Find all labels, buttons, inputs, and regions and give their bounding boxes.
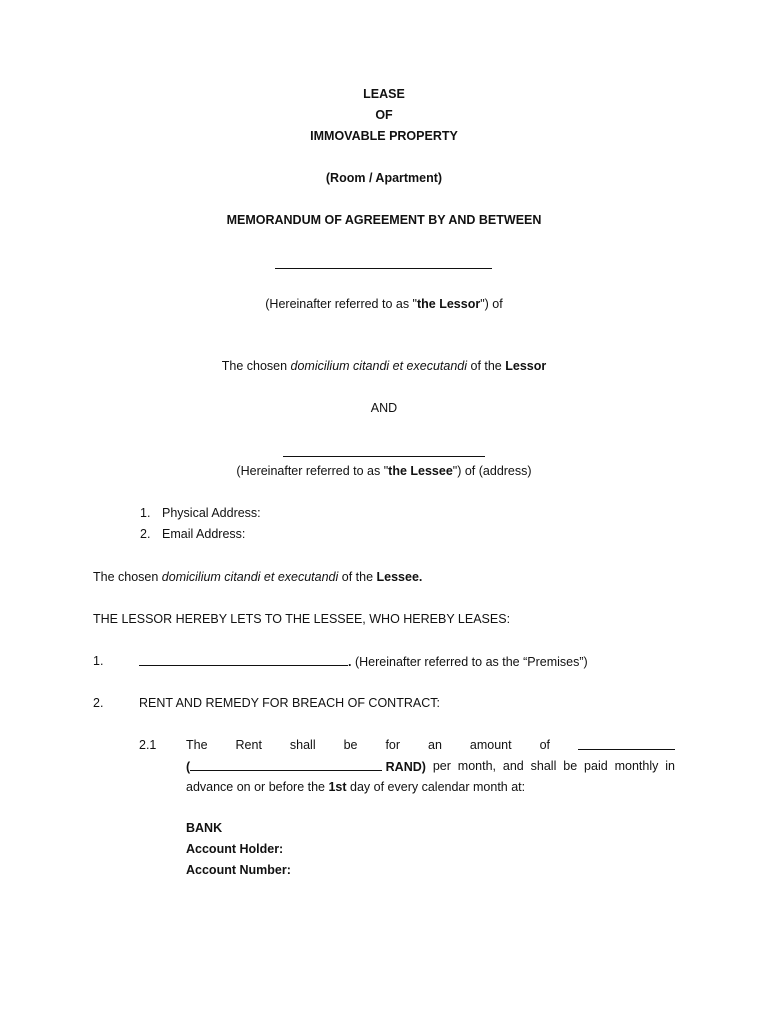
lessee-domicilium: The chosen domicilium citandi et executandi of the Lessee. <box>93 570 423 584</box>
rent-amount-words: ( RAND) <box>186 760 426 774</box>
lessee-reference: (Hereinafter referred to as "the Lessee") of (address) <box>236 464 532 478</box>
list-item-number: 1. <box>140 506 151 520</box>
rent-amount-words-blank[interactable] <box>190 758 382 771</box>
bank-label: BANK <box>186 821 223 835</box>
premises-blank[interactable] <box>139 653 348 666</box>
subtitle-room-apartment: (Room / Apartment) <box>325 171 443 185</box>
lessor-name-blank[interactable] <box>275 268 492 269</box>
title-of: OF <box>375 108 393 122</box>
list-item-number: 2. <box>140 527 151 541</box>
title-lease: LEASE <box>363 87 405 101</box>
clause-2-1-line-3: advance on or before the 1st day of every calendar month at: <box>186 780 526 794</box>
lets-statement: THE LESSOR HEREBY LETS TO THE LESSEE, WHO HEREBY LEASES: <box>93 612 511 626</box>
and-separator: AND <box>370 401 398 415</box>
lessee-name-blank[interactable] <box>283 456 485 457</box>
account-number-label: Account Number: <box>186 863 291 877</box>
clause-1-premises: . (Hereinafter referred to as the “Premises”) <box>139 653 588 670</box>
rent-amount-blank[interactable] <box>578 737 675 750</box>
lessor-reference: (Hereinafter referred to as "the Lessor") of <box>265 297 503 311</box>
lessor-domicilium: The chosen domicilium citandi et executandi of the Lessor <box>221 359 547 373</box>
clause-2-1-line-1: The Rent shall be for an amount of <box>186 737 675 753</box>
clause-2-1-number: 2.1 <box>139 738 157 752</box>
clause-2-heading: RENT AND REMEDY FOR BREACH OF CONTRACT: <box>139 696 440 710</box>
account-holder-label: Account Holder: <box>186 842 284 856</box>
clause-2-1-line-2: ( RAND) per month, and shall be paid monthly in <box>186 759 675 774</box>
clause-2-number: 2. <box>93 696 104 710</box>
memorandum-heading: MEMORANDUM OF AGREEMENT BY AND BETWEEN <box>226 213 542 227</box>
title-immovable-property: IMMOVABLE PROPERTY <box>310 129 458 143</box>
physical-address-label: Physical Address: <box>162 506 261 520</box>
email-address-label: Email Address: <box>162 527 246 541</box>
clause-1-number: 1. <box>93 654 104 668</box>
